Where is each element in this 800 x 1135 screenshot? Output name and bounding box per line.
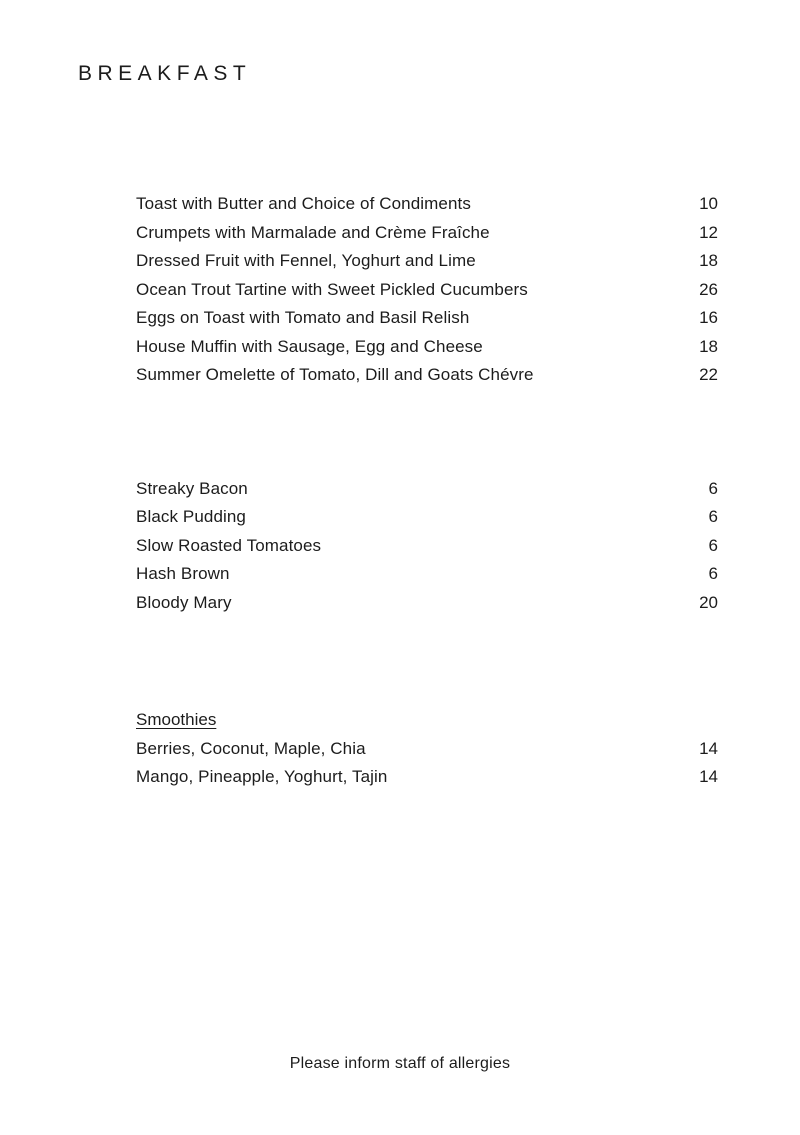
menu-section xyxy=(136,475,718,618)
menu-item-row xyxy=(136,589,718,618)
menu-section xyxy=(136,706,718,792)
menu-sections xyxy=(136,190,718,792)
menu-item-name: Mango, Pineapple, Yoghurt, Tajin xyxy=(136,767,388,786)
menu-item-row xyxy=(136,560,718,589)
menu-item-name: Toast with Butter and Choice of Condiments xyxy=(136,194,471,213)
menu-item-name: Ocean Trout Tartine with Sweet Pickled Cucumbers xyxy=(136,279,528,299)
menu-item-name: Streaky Bacon xyxy=(136,478,248,498)
menu-item-row xyxy=(136,532,718,561)
menu-item-row xyxy=(136,333,718,362)
menu-item-row xyxy=(136,304,718,333)
menu-item-price: 26 xyxy=(699,279,718,299)
menu-item-row xyxy=(136,219,718,248)
menu-item-price: 6 xyxy=(708,507,718,526)
menu-item-price: 14 xyxy=(699,767,718,786)
menu-item-name: Bloody Mary xyxy=(136,592,232,612)
menu-item-name: Eggs on Toast with Tomato and Basil Relish xyxy=(136,308,470,327)
menu-item-price: 20 xyxy=(699,592,718,612)
menu-item-name: Black Pudding xyxy=(136,507,246,526)
menu-item-price: 18 xyxy=(699,336,718,356)
menu-item-row xyxy=(136,475,718,504)
menu-item-name: Hash Brown xyxy=(136,564,230,583)
menu-item-name: Dressed Fruit with Fennel, Yoghurt and Lime xyxy=(136,251,476,270)
menu-item-name: Summer Omelette of Tomato, Dill and Goats Chévre xyxy=(136,365,534,384)
menu-item-price: 6 xyxy=(708,564,718,583)
menu-item-row xyxy=(136,503,718,532)
menu-item-name: Berries, Coconut, Maple, Chia xyxy=(136,738,366,758)
menu-item-price: 10 xyxy=(699,194,718,213)
menu-item-name: Slow Roasted Tomatoes xyxy=(136,535,322,555)
menu-item-row xyxy=(136,735,718,764)
menu-item-price: 22 xyxy=(699,365,718,384)
menu-item-price: 16 xyxy=(699,308,718,327)
menu-section xyxy=(136,190,718,390)
section-heading: Smoothies xyxy=(136,710,217,729)
menu-item-row xyxy=(136,361,718,390)
allergy-notice: Please inform staff of allergies xyxy=(289,1055,511,1072)
menu-item-row xyxy=(136,190,718,219)
menu-item-price: 14 xyxy=(699,738,718,758)
menu-item-price: 12 xyxy=(699,222,718,242)
menu-item-name: Crumpets with Marmalade and Crème Fraîche xyxy=(136,222,490,242)
menu-item-row xyxy=(136,247,718,276)
menu-item-price: 6 xyxy=(708,535,718,555)
page-title: BREAKFAST xyxy=(78,62,252,85)
menu-item-row xyxy=(136,276,718,305)
menu-item-price: 18 xyxy=(699,251,718,270)
menu-item-price: 6 xyxy=(708,478,718,498)
menu-item-row xyxy=(136,763,718,792)
menu-item-name: House Muffin with Sausage, Egg and Cheese xyxy=(136,336,483,356)
